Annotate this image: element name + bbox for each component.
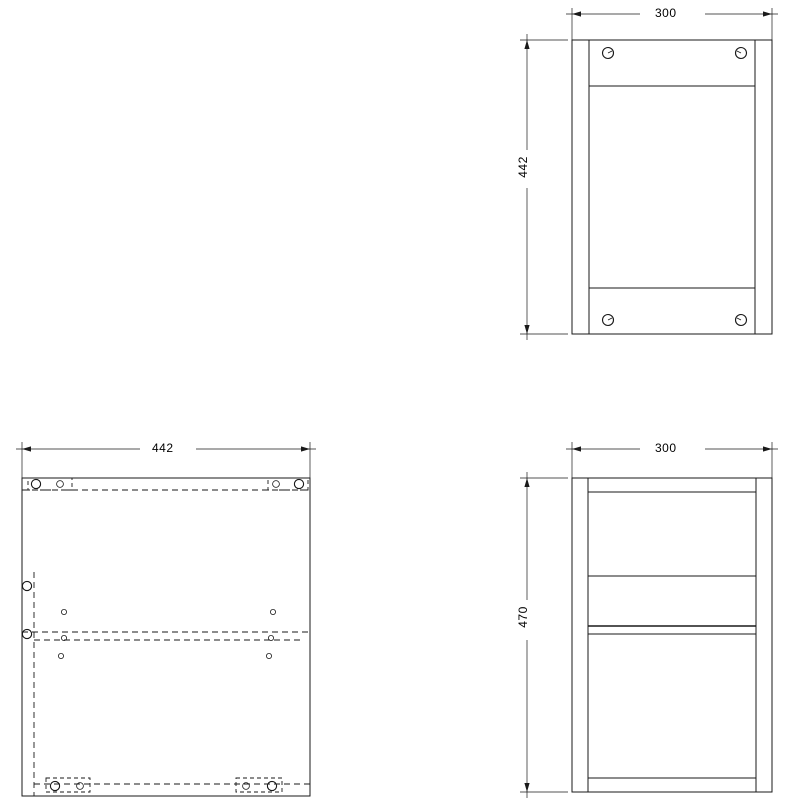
front-height-dimension-label: 442 [515,156,530,178]
plan-width-dimension-label: 442 [152,441,174,455]
side-view-group [520,442,778,798]
plan-view-group [16,442,316,796]
front-view-group [520,8,778,340]
front-width-dimension-label: 300 [655,6,677,20]
side-width-dimension-label: 300 [655,441,677,455]
side-height-dimension-label: 470 [515,606,530,628]
